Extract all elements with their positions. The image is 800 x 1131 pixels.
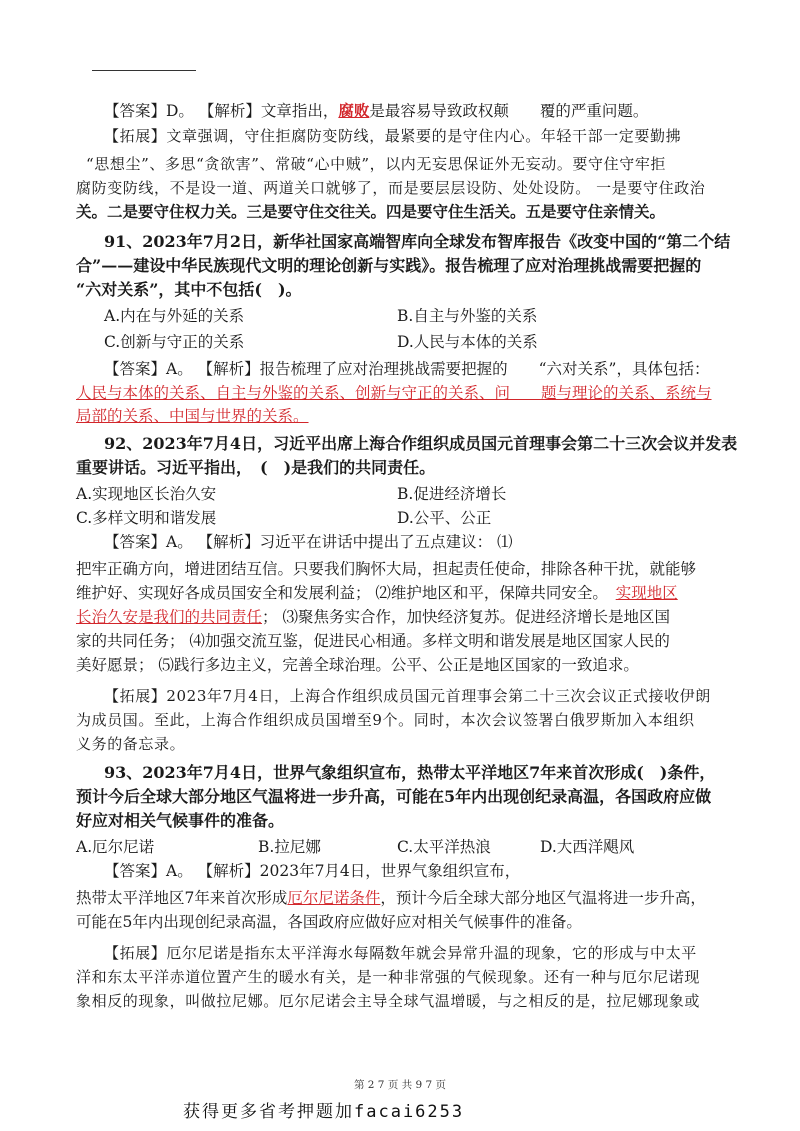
promo-text: 获得更多省考押题加facai6253: [183, 1102, 465, 1122]
option-b: B.自主与外鉴的关系: [397, 307, 538, 325]
answer-93-highlight: 厄尔尼诺条件: [287, 889, 381, 907]
option-b: B.拉尼娜: [258, 838, 321, 856]
question-93-stem: 93、2023年7月4日，世界气象组织宣布，热带太平洋地区7年来首次形成( )条件，: [104, 763, 716, 782]
question-93-stem: 好应对相关气候事件的准备。: [76, 811, 285, 830]
option-a: A.实现地区长治久安: [76, 485, 217, 503]
answer-92: 【答案】A。 【解析】习近平在讲话中提出了五点建议： ⑴: [104, 533, 513, 551]
option-a: A.内在与外延的关系: [104, 307, 245, 325]
extension-93-line: 洋和东太平洋赤道位置产生的暖水有关，是一种非常强的气候现象。还有一种与厄尔尼诺现: [76, 968, 701, 986]
option-d: D.人民与本体的关系: [397, 333, 538, 351]
answer-93: 【答案】A。 【解析】2023年7月4日，世界气象组织宣布，: [104, 862, 521, 880]
option-c: C.太平洋热浪: [397, 838, 491, 856]
option-c: C.多样文明和谐发展: [76, 509, 217, 527]
question-91-stem: 91、2023年7月2日，新华社国家高端智库向全球发布智库报告《改变中国的“第二个结: [104, 232, 731, 251]
extension-90-line: 【拓展】文章强调，守住拒腐防变防线，最紧要的是守住内心。年轻干部一定要勤拂: [104, 127, 682, 145]
extension-93-line: 【拓展】厄尔尼诺是指东太平洋海水每隔数年就会异常升温的现象，它的形成与中太平: [104, 944, 697, 962]
question-91-stem: 合”——建设中华民族现代文明的理论创新与实践》。报告梳理了应对治理挑战需要把握的: [76, 256, 702, 275]
option-d: D.大西洋飓风: [540, 838, 635, 856]
answer-93-line: 热带太平洋地区7年来首次形成厄尔尼诺条件，预计今后全球大部分地区气温将进一步升高，: [76, 889, 706, 907]
option-d: D.公平、公正: [397, 509, 492, 527]
answer-91-highlight: 人民与本体的关系、自主与外鉴的关系、创新与守正的关系、问 题与理论的关系、系统与: [76, 384, 712, 402]
answer-92-line: 家的共同任务； ⑷加强交流互鉴，促进民心相通。多样文明和谐发展是地区国家人民的: [76, 632, 670, 650]
answer-92-line: 美好愿景； ⑸践行多边主义，完善全球治理。公平、公正是地区国家的一致追求。: [76, 656, 639, 674]
answer-91-highlight: 局部的关系、中国与世界的关系。: [76, 407, 309, 425]
answer-92-line: 把牢正确方向，增进团结互信。只要我们胸怀大局，担起责任使命，排除各种干扰，就能够: [76, 560, 697, 578]
page-number: 第 2 7 页 共 9 7 页: [353, 1079, 447, 1091]
answer-92-line: 维护好、实现好各成员国安全和发展利益； ⑵维护地区和平，保障共同安全。 实现地区: [76, 584, 678, 602]
option-b: B.促进经济增长: [397, 485, 507, 503]
answer-91: 【答案】A。 【解析】报告梳理了应对治理挑战需要把握的 “六对关系”，具体包括：: [104, 360, 710, 378]
extension-90-line: 关。二是要守住权力关。三是要守住交往关。四是要守住生活关。五是要守住亲情关。: [76, 202, 666, 221]
extension-92-line: 义务的备忘录。: [76, 735, 186, 753]
answer-90: 【答案】D。 【解析】文章指出，腐败是最容易导致政权颠 覆的严重问题。: [104, 101, 649, 120]
extension-93-line: 象相反的现象，叫做拉尼娜。厄尔尼诺会主导全球气温增暖，与之相反的是，拉尼娜现象或: [76, 992, 701, 1010]
answer-90-keyword: 腐败: [338, 101, 370, 120]
answer-92-line: 长治久安是我们的共同责任； ⑶聚焦务实合作，加快经济复苏。促进经济增长是地区国: [76, 608, 670, 626]
option-c: C.创新与守正的关系: [104, 333, 245, 351]
question-91-stem: “六对关系”，其中不包括( )。: [76, 280, 302, 299]
answer-92-highlight: 长治久安是我们的共同责任: [76, 608, 263, 626]
answer-92-highlight: 实现地区: [615, 584, 678, 602]
answer-93-line: 可能在5年内出现创纪录高温，各国政府应做好应对相关气候事件的准备。: [76, 913, 582, 931]
question-93-stem: 预计今后全球大部分地区气温将进一步升高，可能在5年内出现创纪录高温，各国政府应做: [76, 787, 712, 806]
extension-90-line: 腐防变防线，不是设一道、两道关口就够了，而是要层层设防、处处设防。 一是要守住政治: [76, 179, 706, 197]
option-a: A.厄尔尼诺: [76, 838, 155, 856]
extension-90-line: “思想尘”、多思“贪欲害”、常破“心中贼”，以内无妄思保证外无妄动。要守住守牢拒: [86, 155, 667, 173]
question-92-stem: 重要讲话。习近平指出， ( )是我们的共同责任。: [76, 458, 436, 477]
extension-92-line: 【拓展】2023年7月4日，上海合作组织成员国元首理事会第二十三次会议正式接收伊朗: [104, 687, 711, 705]
question-92-stem: 92、2023年7月4日，习近平出席上海合作组织成员国元首理事会第二十三次会议并发表: [104, 434, 738, 453]
extension-92-line: 为成员国。至此，上海合作组织成员国增至9个。同时，本次会议签署白俄罗斯加入本组织: [76, 711, 695, 729]
top-rule: [92, 70, 196, 71]
